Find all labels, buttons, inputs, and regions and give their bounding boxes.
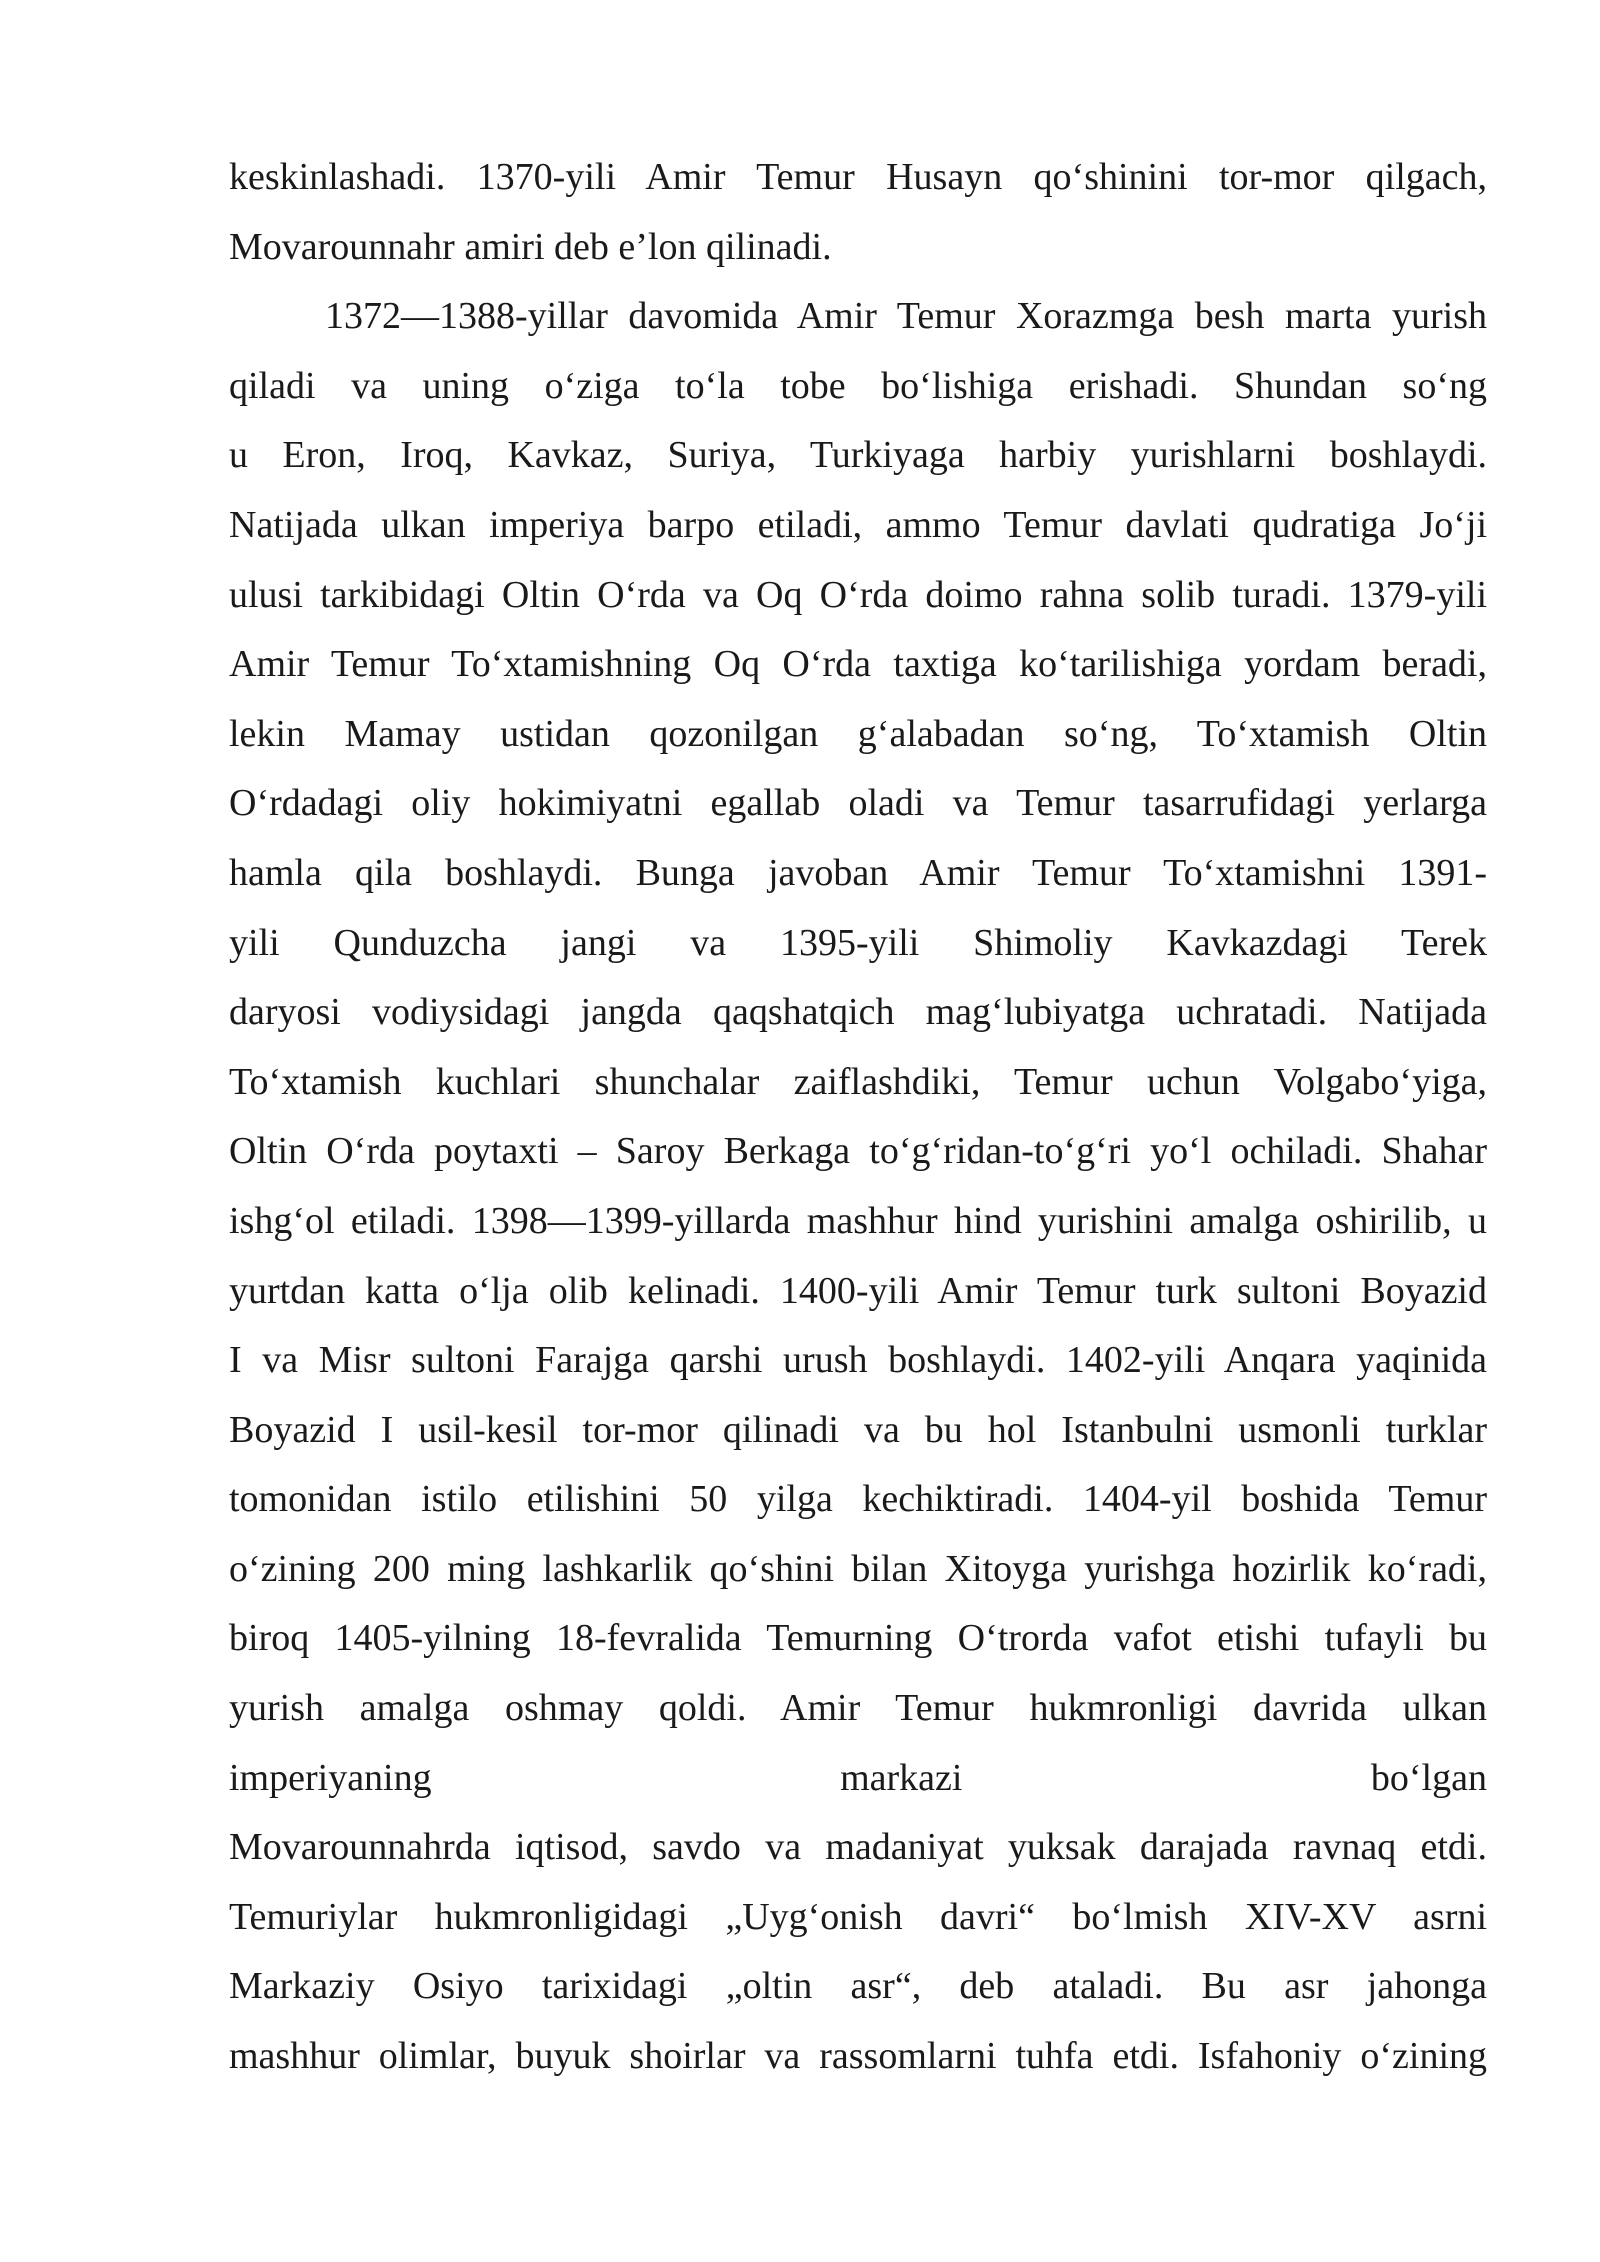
text-line: ishg‘ol etiladi. 1398—1399-yillarda mashhur hind yurishini amalga oshirilib, u bbox=[229, 1199, 1487, 1242]
text-line: Oltin O‘rda poytaxti – Saroy Berkaga to‘g‘ridan-to‘g‘ri yo‘l ochiladi. Shahar bbox=[229, 1130, 1487, 1173]
text-line: yili Qunduzcha jangi va 1395-yili Shimoliy Kavkazdagi Terek bbox=[229, 921, 1487, 964]
text-line: Movarounnahrda iqtisod, savdo va madaniyat yuksak darajada ravnaq etdi. bbox=[229, 1826, 1487, 1869]
text-line: imperiyaning markazi bo‘lgan bbox=[229, 1756, 1487, 1799]
text-line: I va Misr sultoni Farajga qarshi urush boshlaydi. 1402-yili Anqara yaqinida bbox=[229, 1339, 1487, 1382]
text-line: keskinlashadi. 1370-yili Amir Temur Husayn qo‘shinini tor-mor qilgach, bbox=[229, 156, 1487, 198]
text-line: lekin Mamay ustidan qozonilgan g‘alabadan so‘ng, To‘xtamish Oltin bbox=[229, 712, 1487, 755]
text-line: tomonidan istilo etilishini 50 yilga kechiktiradi. 1404-yil boshida Temur bbox=[229, 1478, 1487, 1521]
text-line: hamla qila boshlaydi. Bunga javoban Amir Temur To‘xtamishni 1391- bbox=[229, 851, 1487, 894]
text-line: qiladi va uning o‘ziga to‘la tobe bo‘lishiga erishadi. Shundan so‘ng bbox=[229, 364, 1487, 407]
text-line: Amir Temur To‘xtamishning Oq O‘rda taxtiga ko‘tarilishiga yordam beradi, bbox=[229, 643, 1487, 686]
paragraph-first-line: 1372—1388-yillar davomida Amir Temur Xorazmga besh marta yurish bbox=[325, 295, 1487, 338]
text-line: Temuriylar hukmronligidagi „Uyg‘onish davri“ bo‘lmish XIV-XV asrni bbox=[229, 1895, 1487, 1938]
text-line: Boyazid I usil-kesil tor-mor qilinadi va bu hol Istanbulni usmonli turklar bbox=[229, 1408, 1487, 1451]
text-line: o‘zining 200 ming lashkarlik qo‘shini bilan Xitoyga yurishga hozirlik ko‘radi, bbox=[229, 1547, 1487, 1590]
text-line: To‘xtamish kuchlari shunchalar zaiflashdiki, Temur uchun Volgabo‘yiga, bbox=[229, 1060, 1487, 1103]
text-line: Markaziy Osiyo tarixidagi „oltin asr“, deb ataladi. Bu asr jahonga bbox=[229, 1965, 1487, 2008]
text-line: daryosi vodiysidagi jangda qaqshatqich mag‘lubiyatga uchratadi. Natijada bbox=[229, 991, 1487, 1034]
text-line: mashhur olimlar, buyuk shoirlar va rassomlarni tuhfa etdi. Isfahoniy o‘zining bbox=[229, 2035, 1487, 2078]
text-line: yurtdan katta o‘lja olib kelinadi. 1400-yili Amir Temur turk sultoni Boyazid bbox=[229, 1269, 1487, 1312]
text-line: Movarounnahr amiri deb e’lon qilinadi. bbox=[229, 225, 832, 268]
text-line: ulusi tarkibidagi Oltin O‘rda va Oq O‘rda doimo rahna solib turadi. 1379-yili bbox=[229, 573, 1487, 616]
text-line: u Eron, Iroq, Kavkaz, Suriya, Turkiyaga harbiy yurishlarni boshlaydi. bbox=[229, 434, 1487, 477]
document-page bbox=[229, 143, 1487, 2092]
text-line: biroq 1405-yilning 18-fevralida Temurning O‘trorda vafot etishi tufayli bu bbox=[229, 1617, 1487, 1660]
text-line: yurish amalga oshmay qoldi. Amir Temur hukmronligi davrida ulkan bbox=[229, 1687, 1487, 1730]
text-line: O‘rdadagi oliy hokimiyatni egallab oladi va Temur tasarrufidagi yerlarga bbox=[229, 782, 1487, 825]
text-line: Natijada ulkan imperiya barpo etiladi, ammo Temur davlati qudratiga Jo‘ji bbox=[229, 503, 1487, 546]
